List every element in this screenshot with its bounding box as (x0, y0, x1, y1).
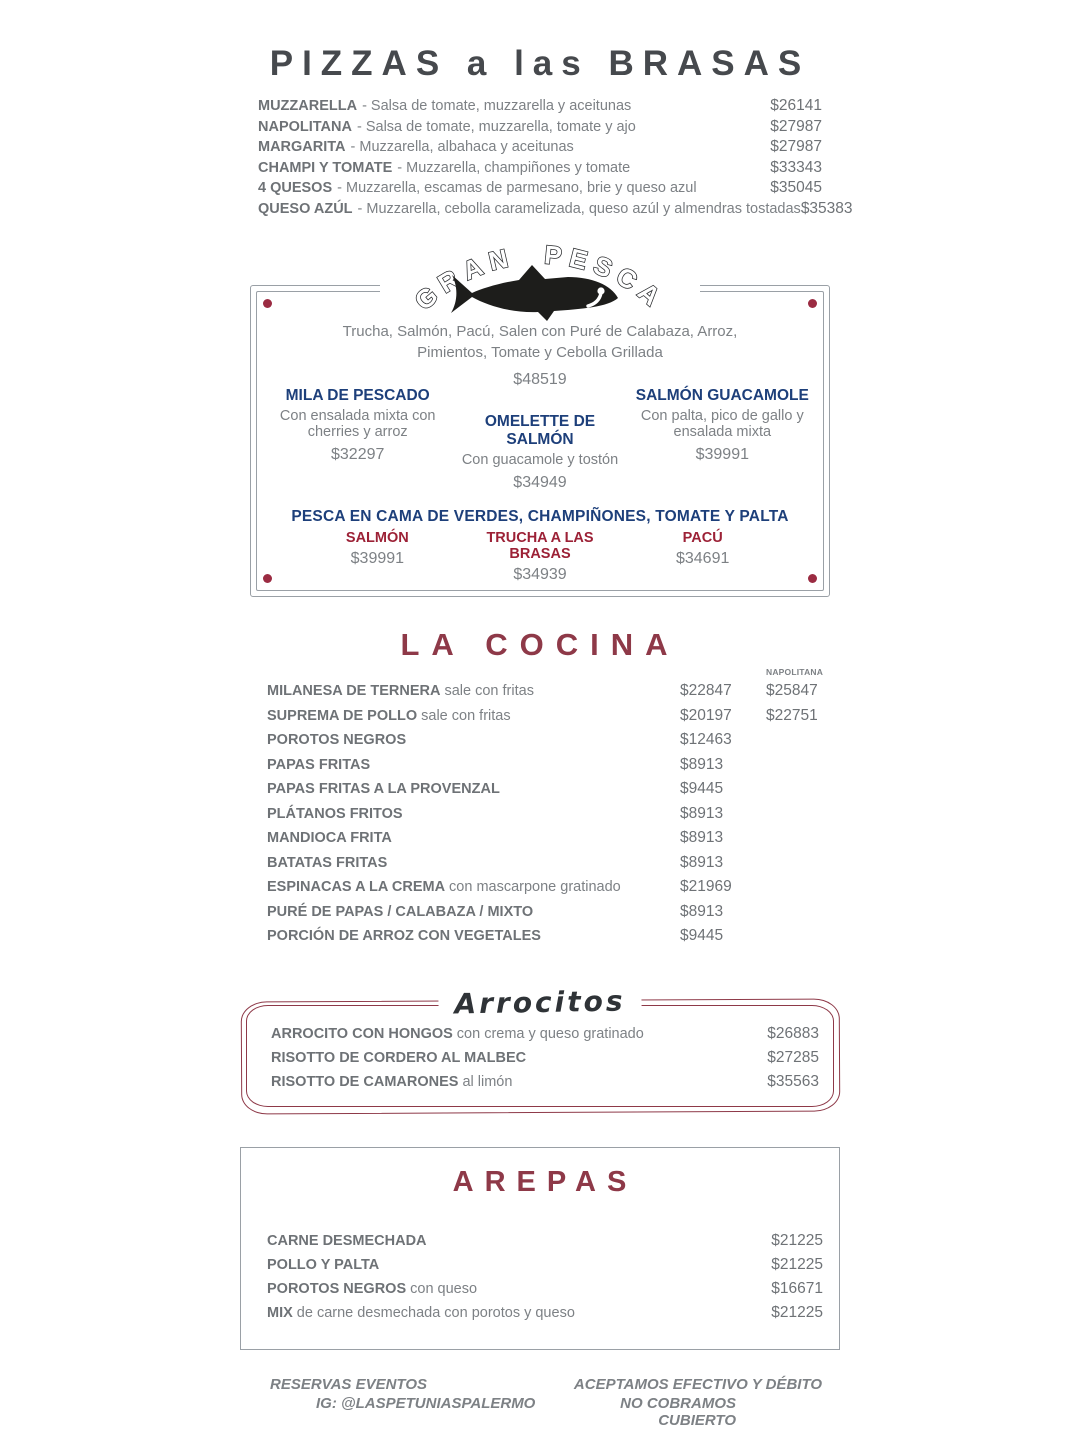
menu-item-row (267, 1277, 823, 1301)
menu-item-row (258, 178, 822, 199)
pesca-option (459, 530, 622, 584)
menu-item-row (258, 704, 822, 729)
option-name: PACÚ (682, 530, 723, 546)
option-price: $34939 (513, 566, 567, 583)
dish-price: $34949 (513, 474, 567, 491)
item-name: BATATAS FRITAS (267, 854, 388, 871)
pesca-option (296, 530, 459, 584)
menu-item-row (258, 851, 822, 876)
item-price: $22847 (680, 682, 732, 699)
menu-item-row (258, 117, 822, 138)
item-desc: al limón (462, 1073, 513, 1090)
item-name: ESPINACAS A LA CREMA (267, 879, 446, 895)
item-price: $35383 (800, 199, 853, 217)
dish-desc: Con ensalada mixta con cherries y arroz (279, 408, 436, 440)
arrocitos-section (246, 984, 834, 1107)
menu-item-row (258, 199, 853, 220)
item-price: $33343 (770, 158, 822, 176)
menu-item-row (258, 875, 822, 900)
arepas-list (267, 1229, 823, 1325)
option-name: SALMÓN (345, 530, 409, 546)
menu-item-row (258, 96, 822, 117)
item-price: $21225 (771, 1255, 823, 1273)
dish-price: $39991 (695, 446, 749, 463)
item-price: $27987 (770, 138, 822, 155)
menu-item-row (258, 158, 822, 179)
item-name: MILANESA DE TERNERA (267, 683, 441, 699)
item-name: MANDIOCA FRITA (267, 830, 392, 846)
item-price: $9445 (680, 927, 724, 944)
menu-item-row (271, 1070, 819, 1094)
gran-pesca-subtitle-line2: Pimientos, Tomate y Cebolla Grillada (417, 344, 663, 361)
arrocitos-section-title: Arrocitos (438, 984, 642, 1021)
item-name: PLÁTANOS FRITOS (267, 805, 403, 822)
option-price: $39991 (350, 550, 405, 567)
item-name: POROTOS NEGROS (267, 732, 407, 748)
item-name: PAPAS FRITAS (267, 756, 371, 773)
item-name: CARNE DESMECHADA (267, 1232, 427, 1249)
dish-desc: Con guacamole y tostón (461, 452, 619, 468)
pizzas-section-title: PIZZAS a las BRASAS (269, 44, 811, 83)
item-desc: - Muzzarella, champiñones y tomate (397, 159, 631, 176)
item-price: $8913 (680, 755, 724, 773)
menu-item-row (258, 137, 822, 158)
la-cocina-list (258, 679, 822, 949)
item-name: MIX (267, 1304, 293, 1321)
item-price: $26141 (770, 97, 822, 114)
item-desc: - Salsa de tomate, muzzarella, tomate y ajo (356, 118, 636, 135)
menu-item-row (258, 753, 822, 778)
dish-salmon-guacamole (627, 373, 818, 492)
item-price: $8913 (680, 804, 724, 822)
item-price: $21225 (771, 1303, 823, 1321)
menu-item-row (258, 900, 822, 925)
item-desc: con queso (410, 1280, 478, 1297)
la-cocina-column-headers (258, 667, 822, 677)
item-name: PURÉ DE PAPAS / CALABAZA / MIXTO (267, 903, 534, 920)
item-name: PORCIÓN DE ARROZ CON VEGETALES (267, 928, 541, 944)
item-name: POROTOS NEGROS (267, 1280, 407, 1297)
item-price: $12463 (680, 731, 732, 748)
pesca-en-cama-title: PESCA EN CAMA DE VERDES, CHAMPIÑONES, TOMATE Y PALTA (291, 508, 789, 525)
option-price: $34691 (675, 550, 730, 567)
pizzas-list (258, 96, 853, 219)
dish-price: $32297 (331, 446, 385, 463)
item-desc: - Muzzarella, escamas de parmesano, brie y queso azul (337, 180, 697, 196)
item-name: CHAMPI Y TOMATE (258, 159, 393, 176)
item-name: POLLO Y PALTA (267, 1256, 380, 1273)
footer-reservas-line1: RESERVAS EVENTOS (270, 1375, 427, 1393)
item-name: MUZZARELLA (258, 98, 358, 114)
item-desc: con mascarpone gratinado (449, 879, 621, 895)
item-price: $26883 (767, 1024, 819, 1042)
item-price: $35045 (770, 179, 822, 196)
item-price: $8913 (680, 829, 724, 846)
item-price: $8913 (680, 902, 724, 920)
item-price: $21225 (771, 1231, 823, 1249)
arepas-section-title: AREPAS (452, 1165, 638, 1198)
item-price: $35563 (767, 1072, 819, 1090)
item-price: $16671 (771, 1279, 823, 1297)
gran-pesca-subtitle-line1: Trucha, Salmón, Pacú, Salen con Puré de Calabaza, Arroz, (342, 323, 738, 340)
gran-pesca-body (250, 285, 830, 584)
item-desc: con crema y queso gratinado (456, 1025, 644, 1042)
item-name: MARGARITA (258, 139, 346, 155)
gran-pesca-section (250, 239, 830, 597)
pesca-option (621, 530, 784, 584)
dish-desc: Con palta, pico de gallo y ensalada mixta (640, 408, 804, 440)
dish-name: OMELETTE DE SALMÓN (484, 413, 596, 448)
dish-mila-de-pescado (262, 373, 453, 492)
dish-name: SALMÓN GUACAMOLE (635, 387, 809, 404)
menu-item-row (258, 924, 822, 949)
item-desc: sale con fritas (421, 707, 511, 724)
item-name: RISOTTO DE CORDERO AL MALBEC (271, 1049, 527, 1066)
arepas-section (240, 1147, 840, 1350)
menu-item-row (267, 1253, 823, 1277)
item-price: $27987 (770, 117, 822, 135)
item-price: $9445 (680, 780, 724, 797)
item-desc: - Salsa de tomate, muzzarella y aceitunas (362, 98, 632, 114)
item-price-napolitana: $25847 (766, 682, 818, 699)
item-price-napolitana: $22751 (766, 706, 818, 724)
option-name: TRUCHA A LAS BRASAS (486, 530, 594, 562)
item-name: ARROCITO CON HONGOS (271, 1025, 453, 1042)
menu-item-row (258, 728, 822, 753)
item-name: NAPOLITANA (258, 118, 352, 135)
gran-pesca-arc-text: GRAN PESCA (408, 239, 672, 317)
menu-item-row (271, 1046, 819, 1070)
dish-omelette-de-salmon (453, 373, 626, 492)
item-desc: sale con fritas (444, 683, 534, 699)
menu-item-row (258, 777, 822, 802)
item-name: QUESO AZÚL (258, 200, 353, 217)
menu-item-row (271, 1022, 819, 1046)
item-price: $21969 (680, 878, 732, 895)
menu-item-row (267, 1229, 823, 1253)
item-desc: de carne desmechada con porotos y queso (296, 1304, 575, 1321)
item-desc: - Muzzarella, cebolla caramelizada, queso azúl y almendras tostadas (357, 200, 801, 217)
napolitana-column-header: NAPOLITANA (766, 667, 824, 677)
item-name: RISOTTO DE CAMARONES (271, 1073, 459, 1090)
footer-payment-line1: ACEPTAMOS EFECTIVO Y DÉBITO (573, 1375, 822, 1393)
footer-payment-line2: NO COBRAMOS CUBIERTO (620, 1394, 736, 1429)
menu-item-row (258, 802, 822, 827)
gran-pesca-base-price: $48519 (513, 371, 567, 388)
menu-item-row (258, 679, 822, 704)
la-cocina-section-title: LA COCINA (400, 627, 680, 662)
footer (258, 1376, 822, 1429)
menu-item-row (258, 826, 822, 851)
item-price: $8913 (680, 853, 724, 871)
item-name: SUPREMA DE POLLO (267, 707, 418, 724)
dish-name: MILA DE PESCADO (285, 387, 430, 404)
menu-item-row (267, 1301, 823, 1325)
footer-instagram-handle: IG: @LASPETUNIASPALERMO (316, 1394, 536, 1412)
item-price: $20197 (680, 706, 732, 724)
item-name: 4 QUESOS (258, 180, 333, 196)
item-desc: - Muzzarella, albahaca y aceitunas (350, 139, 574, 155)
item-name: PAPAS FRITAS A LA PROVENZAL (267, 781, 500, 797)
item-price: $27285 (767, 1048, 819, 1066)
footer-payment-info (546, 1376, 822, 1429)
footer-reservas (258, 1376, 546, 1429)
pesca-options (250, 530, 830, 584)
